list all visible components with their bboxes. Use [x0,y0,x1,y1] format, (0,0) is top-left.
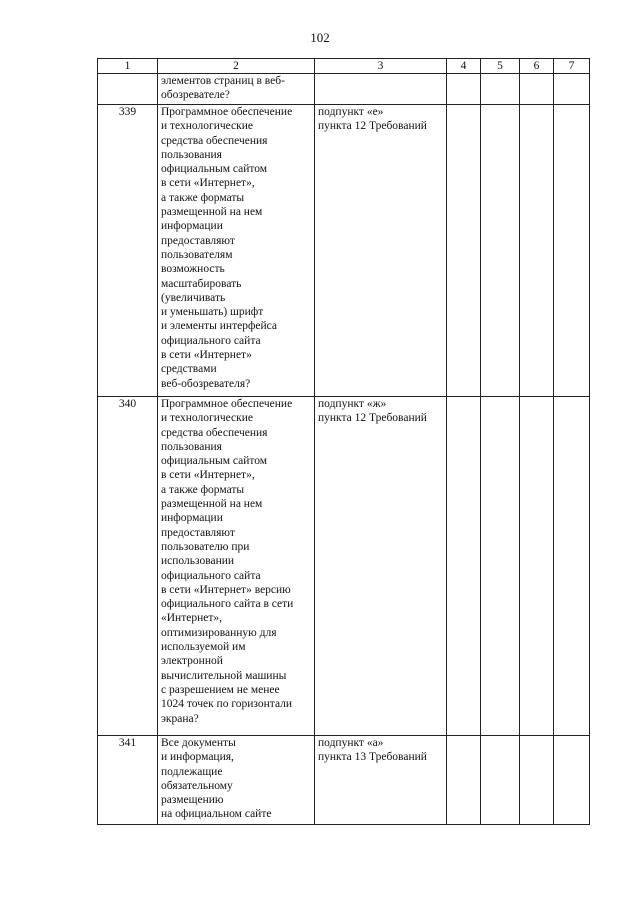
question-cell: элементов страниц в веб- обозревателе? [158,74,315,105]
table-row [98,397,590,736]
row-number: 341 [98,736,158,825]
answer-cell-no [481,736,520,825]
table-row [98,105,590,397]
reference-cell: подпункт «а» пункта 13 Требований [315,736,447,825]
answer-cell-na [520,74,554,105]
answer-cell-yes [447,105,481,397]
row-number: 340 [98,397,158,736]
column-header: 7 [554,59,590,74]
question-cell: Все документы и информация, подлежащие обязательному размещению на официальном сайте [158,736,315,825]
answer-cell-no [481,74,520,105]
notes-cell [554,397,590,736]
table-header [98,59,590,74]
page-number: 102 [310,30,330,45]
checklist-table [97,58,590,825]
row-number: 339 [98,105,158,397]
answer-cell-na [520,736,554,825]
reference-cell: подпункт «ж» пункта 12 Требований [315,397,447,736]
reference-cell [315,74,447,105]
column-header: 1 [98,59,158,74]
notes-cell [554,74,590,105]
answer-cell-no [481,105,520,397]
table-row [98,736,590,825]
column-header: 5 [481,59,520,74]
notes-cell [554,105,590,397]
column-header: 4 [447,59,481,74]
column-header: 2 [158,59,315,74]
answer-cell-yes [447,736,481,825]
row-number [98,74,158,105]
column-header: 3 [315,59,447,74]
question-cell: Программное обеспечение и технологические средства обеспечения пользования официальным сайтом в сети «Интернет», а также форматы размещенной на нем информации предоставляют пользователю при использовании официального сайта в сети «Интернет» версию официального сайта в сети «Интернет», оптимизированную для используемой им электронной вычислительной машины с разрешением не менее 1024 точек по горизонтали экрана? [158,397,315,736]
reference-cell: подпункт «е» пункта 12 Требований [315,105,447,397]
answer-cell-na [520,105,554,397]
column-header: 6 [520,59,554,74]
answer-cell-no [481,397,520,736]
notes-cell [554,736,590,825]
question-cell: Программное обеспечение и технологические средства обеспечения пользования официальным сайтом в сети «Интернет», а также форматы размещенной на нем информации предоставляют пользователям возможность масштабировать (увеличивать и уменьшать) шрифт и элементы интерфейса официального сайта в сети «Интернет» средствами веб-обозревателя? [158,105,315,397]
answer-cell-yes [447,397,481,736]
answer-cell-na [520,397,554,736]
answer-cell-yes [447,74,481,105]
table-row [98,74,590,105]
